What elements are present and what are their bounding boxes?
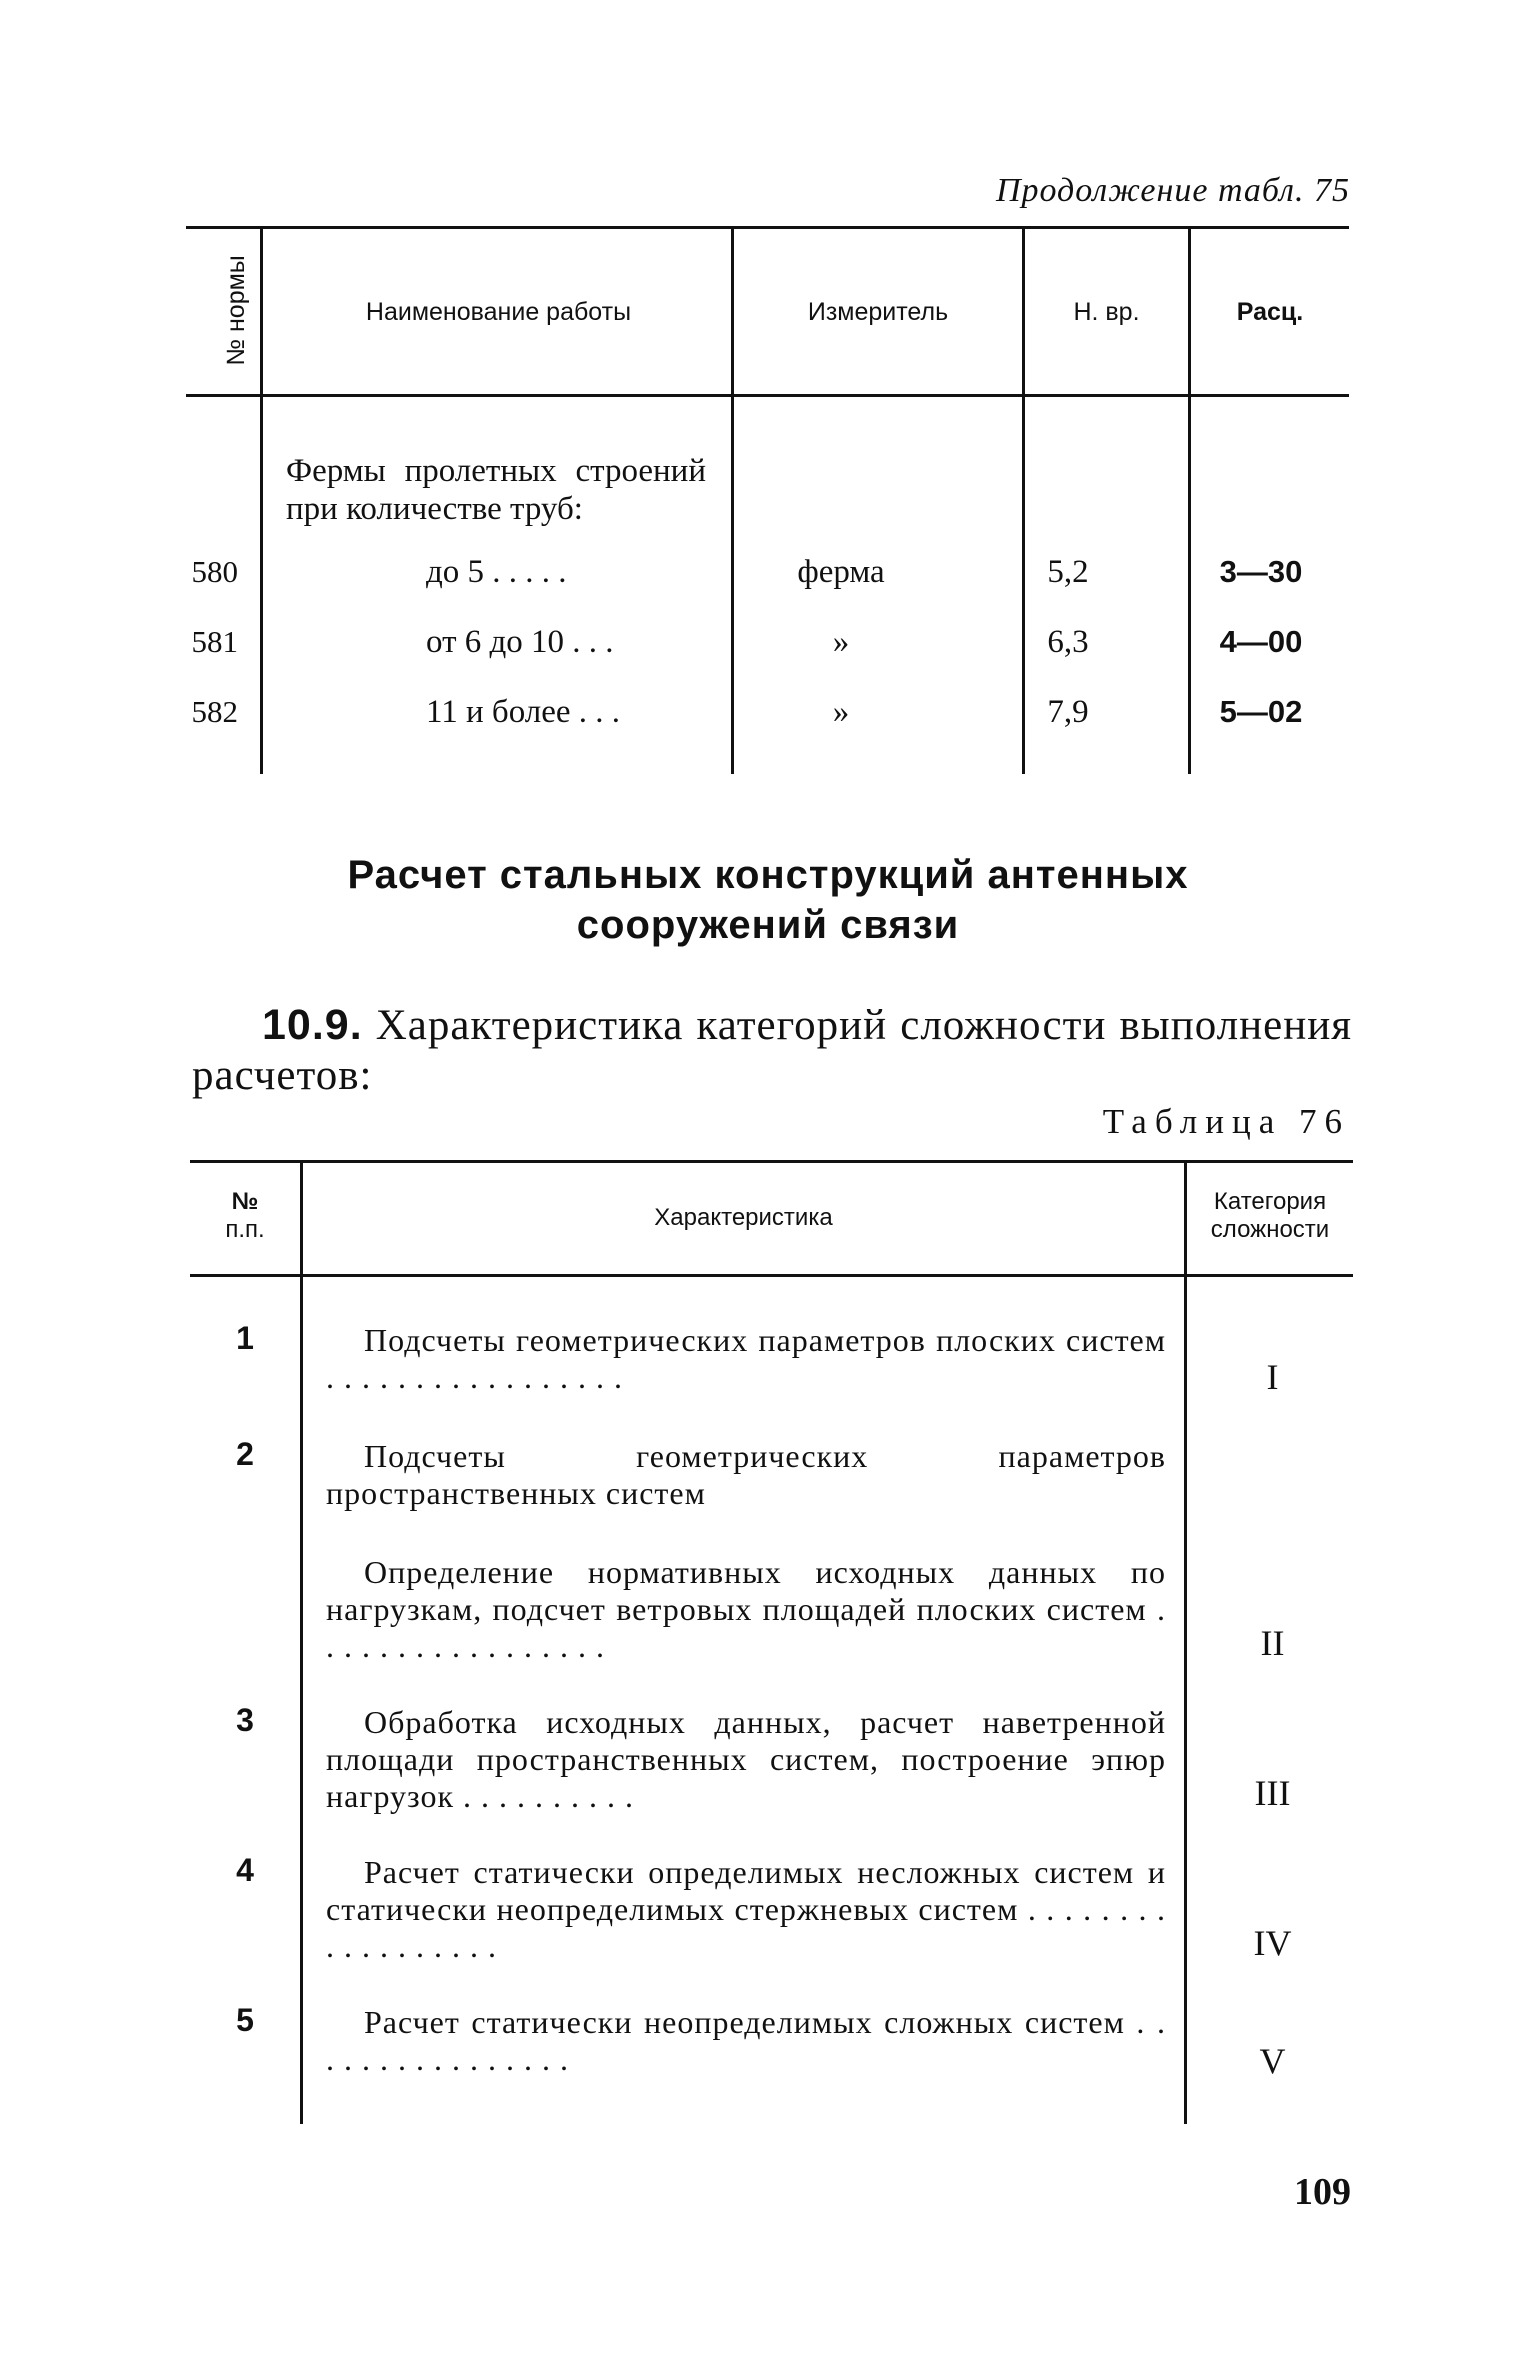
row-number: 2	[236, 1436, 254, 1472]
table-76	[190, 1160, 1353, 2130]
table-header-rule	[186, 394, 1349, 397]
row-norm-time: 6,3	[1047, 624, 1089, 660]
row-unit: ферма	[797, 554, 885, 590]
row-rate: 5—02	[1219, 694, 1303, 729]
table-top-rule	[186, 226, 1349, 229]
row-norm-number: 581	[191, 624, 238, 659]
row-norm-number: 580	[191, 554, 238, 589]
table-caption: Таблица 76	[1102, 1102, 1350, 1141]
paragraph-number: 10.9.	[262, 1001, 363, 1049]
row-characteristic: Определение нормативных исходных данных по нагрузкам, подсчет ветровых площадей плоских систем . . . . . . . . . . . . . . . . .	[326, 1554, 1166, 1664]
table-75	[186, 222, 1349, 772]
table-row	[186, 554, 1349, 594]
row-rate: 4—00	[1219, 624, 1303, 659]
row-number: 1	[236, 1320, 254, 1356]
header-work-name: Наименование работы	[365, 298, 632, 326]
table-header-rule	[190, 1274, 1353, 1277]
row-characteristic: Расчет статически определимых несложных систем и статически неопределимых стержневых систем . . . . . . . . . . . . . . . . . .	[326, 1854, 1166, 1964]
row-work-name: от 6 до 10 . . .	[426, 624, 614, 660]
header-row-number: № п.п.	[225, 1188, 265, 1243]
row-work-name: до 5 . . . . .	[426, 554, 567, 590]
row-category: III	[1254, 1773, 1291, 1813]
section-title-line: сооружений связи	[576, 903, 960, 947]
section-title	[0, 850, 1536, 950]
group-intro: Фермы пролетных строений при количестве труб:	[286, 453, 706, 527]
row-category: I	[1266, 1357, 1279, 1397]
paragraph-10-9	[192, 1000, 1352, 1101]
paragraph-text: Характеристика категорий сложности выполнения расчетов:	[192, 1002, 1352, 1099]
row-characteristic: Подсчеты геометрических параметров плоских систем . . . . . . . . . . . . . . . . .	[326, 1322, 1166, 1395]
row-number: 4	[236, 1852, 254, 1888]
section-title-line: Расчет стальных конструкций антенных	[347, 853, 1189, 897]
row-unit: »	[832, 694, 850, 730]
row-norm-time: 5,2	[1047, 554, 1089, 590]
row-rate: 3—30	[1219, 554, 1303, 589]
header-norm-number: № нормы	[221, 254, 250, 366]
row-number: 3	[236, 1702, 254, 1738]
header-characteristic: Характеристика	[654, 1204, 833, 1231]
header-unit: Измеритель	[807, 298, 949, 326]
row-characteristic: Подсчеты геометрических параметров пространственных систем	[326, 1438, 1166, 1511]
table-top-rule	[190, 1160, 1353, 1163]
row-work-name: 11 и более . . .	[426, 694, 621, 730]
row-category: IV	[1253, 1923, 1292, 1963]
row-unit: »	[832, 624, 850, 660]
page-number: 109	[1294, 2171, 1351, 2213]
table-continuation-caption: Продолжение табл. 75	[995, 172, 1350, 209]
column-divider	[300, 1160, 303, 2124]
header-category: Категория сложности	[1210, 1188, 1330, 1243]
row-category: II	[1260, 1623, 1285, 1663]
row-category: V	[1259, 2041, 1286, 2081]
header-rate: Расц.	[1236, 298, 1304, 326]
row-norm-number: 582	[191, 694, 238, 729]
header-norm-time: Н. вр.	[1073, 298, 1140, 326]
row-norm-time: 7,9	[1047, 694, 1089, 730]
row-number: 5	[236, 2002, 254, 2038]
table-row	[186, 694, 1349, 734]
table-row	[186, 624, 1349, 664]
column-divider	[260, 226, 263, 774]
row-characteristic: Обработка исходных данных, расчет наветренной площади пространственных систем, построение эпюр нагрузок . . . . . . . . . .	[326, 1704, 1166, 1814]
row-characteristic: Расчет статически неопределимых сложных систем . . . . . . . . . . . . . . . .	[326, 2004, 1166, 2077]
